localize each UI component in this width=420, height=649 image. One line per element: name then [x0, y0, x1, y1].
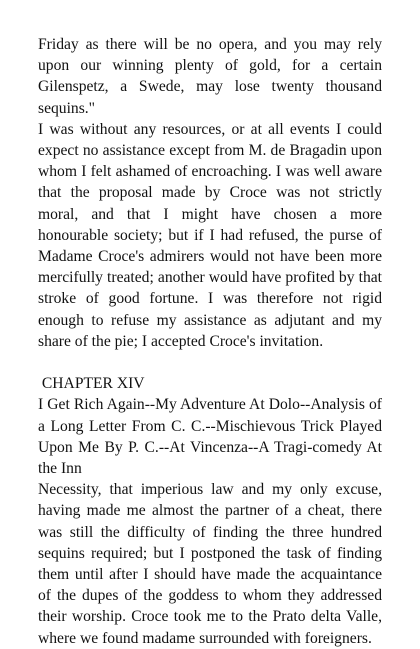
paragraph-opera-friday: Friday as there will be no opera, and you may rely upon our winning plenty of gold, for a certain Gilenspetz, a Swede, may lose twenty thousand sequins." — [38, 36, 382, 117]
book-page — [38, 34, 382, 649]
chapter-heading: CHAPTER XIV — [38, 375, 145, 393]
paragraph-necessity: Necessity, that imperious law and my only excuse, having made me almost the partner of a cheat, there was still the difficulty of finding the three hundred sequins required; but I postponed the task of finding them until after I should have made the acquaintance of the dupes of the goddess to whom they addressed their worship. Croce took me to the Prato delta Valle, where we found madame surrounded with foreigners. — [38, 481, 382, 647]
paragraph-no-resources: I was without any resources, or at all events I could expect no assistance except from M. de Bragadin upon whom I felt ashamed of encroaching. I was well aware that the proposal made by Croce was not strictly moral, and that I might have chosen a more honourable society; but if I had refused, the purse of Madame Croce's admirers would not have been more mercifully treated; another would have profited by that stroke of good fortune. I was therefore not rigid enough to refuse my assistance as adjutant and my share of the pie; I accepted Croce's invitation. — [38, 120, 382, 350]
blank-line — [38, 352, 382, 373]
chapter-summary: I Get Rich Again--My Adventure At Dolo--Analysis of a Long Letter From C. C.--Mischievous Trick Played Upon Me By P. C.--At Vincenza--A Tragi-comedy At the Inn — [38, 396, 382, 478]
